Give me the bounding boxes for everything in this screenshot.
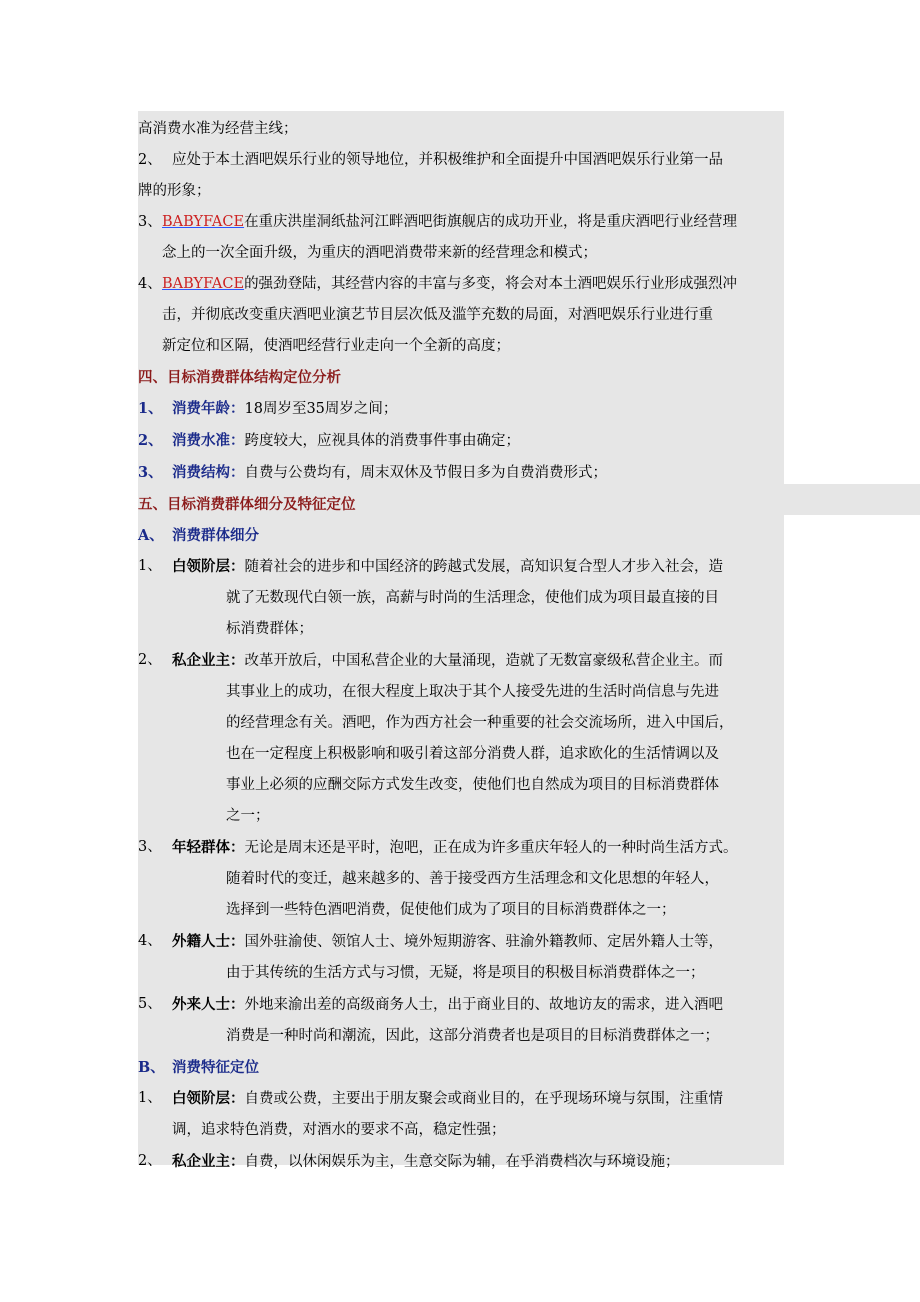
section5-sub-b: B、 消费特征定位 bbox=[138, 1059, 259, 1076]
intro-item-4: 4、 BABYFACE的强劲登陆，其经营内容的丰富与多变，将会对本土酒吧娱乐行业形成强烈冲 击，并彻底改变重庆酒吧业演艺节目层次低及滥竽充数的局面，对酒吧娱乐行业进行重 新定位和区隔，使酒吧经营行业走向一个全新的高度； bbox=[138, 276, 738, 354]
section5-a-item-4: 4、 外籍人士：国外驻渝使、领馆人士、境外短期游客、驻渝外籍教师、定居外籍人士等， 由于其传统的生活方式与习惯，无疑，将是项目的积极目标消费群体之一； bbox=[138, 933, 723, 981]
text-highlight-stub bbox=[784, 484, 920, 515]
section4-heading: 四、目标消费群体结构定位分析 bbox=[138, 369, 341, 386]
section5-a-item-2: 2、 私企业主：改革开放后，中国私营企业的大量涌现，造就了无数富豪级私营企业主。而 其事业上的成功，在很大程度上取决于其个人接受先进的生活时尚信息与先进 的经营理念有关。酒吧，作为西方社会一种重要的社会交流场所，进入中国后， 也在一定程度上积极影响和吸引着这部分消费人群，追求欧化的生活情调以及 事业上必须的应酬交际方式发生改变，使他们也自然成为项目的目标消费群体 之一； bbox=[138, 652, 734, 824]
intro-line-0: 高消费水准为经营主线； bbox=[138, 121, 298, 137]
section5-heading: 五、目标消费群体细分及特征定位 bbox=[138, 496, 356, 513]
section4-item-3: 3、 消费结构：自费与公费均有，周末双休及节假日多为自费消费形式； bbox=[138, 464, 607, 481]
section4-item-1: 1、 消费年龄：18周岁至35周岁之间； bbox=[138, 400, 398, 417]
intro-item-3: 3、 BABYFACE在重庆洪崖洞纸盐河江畔酒吧街旗舰店的成功开业，将是重庆酒吧行业经营理 念上的一次全面升级，为重庆的酒吧消费带来新的经营理念和模式； bbox=[138, 214, 738, 261]
intro-block: 高消费水准为经营主线； 2、 应处于本土酒吧娱乐行业的领导地位，并积极维护和全面提升中国酒吧娱乐行业第一品 牌的形象； 3、 BABYFACE在重庆洪崖洞纸盐河江畔酒吧街旗舰店的成功开业，将是重庆酒吧行业经营理 念上的一次全面升级，为重庆的酒吧消费带来新的经营理念和模式； 4、 BABYFACE的强劲登陆，其经营内容的丰富与多变，将会对本土酒吧娱乐行业形成强烈冲 击，并彻底改变重庆酒吧业演艺节目层次低及滥竽充数的局面，对酒吧娱乐行业进行重 新定位和区隔，使酒吧经营行业走向一个全新的高度； 四、目标消费群体结构定位分析 1、 消费年龄：18周岁至35周岁之间； 2、 消费水准：跨度较大，应视具体的消费事件事由确定； 3、 消费结构：自费与公费均有，周末双休及节假日多为自费消费形式； 五、目标消费群体细分及特征定位 A、 消费群体细分 1、 白领阶层：随着社会的进步和中国经济的跨越式发展，高知识复合型人才步入社会，造 就了无数现代白领一族，高薪与时尚的生活理念，使他们成为项目最直接的目 标消费群体； 2、 私企业主：改革开放后，中国私营企业的大量涌现，造就了无数富豪级私营企业主。而 其事业上的成功，在很大程度上取决于其个人接受先进的生活时尚信息与先进 的经营理念有关。酒吧，作为西方社会一种重要的社会交流场所，进入中国后， 也在一定程度上积极影响和吸引着这部分消费人群，追求欧化的生活情调以及 事业上必须的应酬交际方式发生改变，使他们也自然成为项目的目标消费群体 之一； 3、 年轻群体：无论是周末还是平时，泡吧，正在成为许多重庆年轻人的一种时尚生活方式。 随着时代的变迁，越来越多的、善于接受西方生活理念和文化思想的年轻人， 选择到一些特色酒吧消费，促使他们成为了项目的目标消费群体之一； 4、 外籍人士：国外驻渝使、领馆人士、境外短期游客、驻渝外籍教师、定居外籍人士等， 由于其传统的生活方式与习惯，无疑，将是项目的积极目标消费群体之一； 5、 外来人士：外地来渝出差的高级商务人士，出于商业目的、故地访友的需求，进入酒吧 消费是一种时尚和潮流，因此，这部分消费者也是项目的目标消费群体之一； B、 消费特征定位 1、 白领阶层：自费或公费，主要出于朋友聚会或商业目的，在乎现场环境与氛围，注重情 调，追求特色消费，对酒水的要求不高，稳定性强； 2、 私企业主：自费，以休闲娱乐为主，生意交际为辅，在乎消费档次与环境设施； bbox=[138, 114, 784, 1178]
section4-item-2: 2、 消费水准：跨度较大，应视具体的消费事件事由确定； bbox=[138, 432, 520, 449]
section5-sub-a: A、 消费群体细分 bbox=[138, 527, 259, 544]
section5-b-item-2: 2、 私企业主：自费，以休闲娱乐为主，生意交际为辅，在乎消费档次与环境设施； bbox=[138, 1153, 680, 1170]
section5-a-item-1: 1、 白领阶层：随着社会的进步和中国经济的跨越式发展，高知识复合型人才步入社会，造 就了无数现代白领一族，高薪与时尚的生活理念，使他们成为项目最直接的目 标消费群体； bbox=[138, 558, 723, 637]
section5-a-item-3: 3、 年轻群体：无论是周末还是平时，泡吧，正在成为许多重庆年轻人的一种时尚生活方式。 随着时代的变迁，越来越多的、善于接受西方生活理念和文化思想的年轻人， 选择到一些特色酒吧消费，促使他们成为了项目的目标消费群体之一； bbox=[138, 839, 738, 918]
intro-item-2: 2、 应处于本土酒吧娱乐行业的领导地位，并积极维护和全面提升中国酒吧娱乐行业第一品 bbox=[138, 152, 723, 168]
section5-b-item-1: 1、 白领阶层：自费或公费，主要出于朋友聚会或商业目的，在乎现场环境与氛围，注重情 调，追求特色消费，对酒水的要求不高，稳定性强； bbox=[138, 1090, 723, 1138]
section5-a-item-5: 5、 外来人士：外地来渝出差的高级商务人士，出于商业目的、故地访友的需求，进入酒吧 消费是一种时尚和潮流，因此，这部分消费者也是项目的目标消费群体之一； bbox=[138, 996, 723, 1044]
babyface-link[interactable]: BABYFACE bbox=[162, 214, 245, 230]
babyface-link[interactable]: BABYFACE bbox=[162, 276, 245, 292]
